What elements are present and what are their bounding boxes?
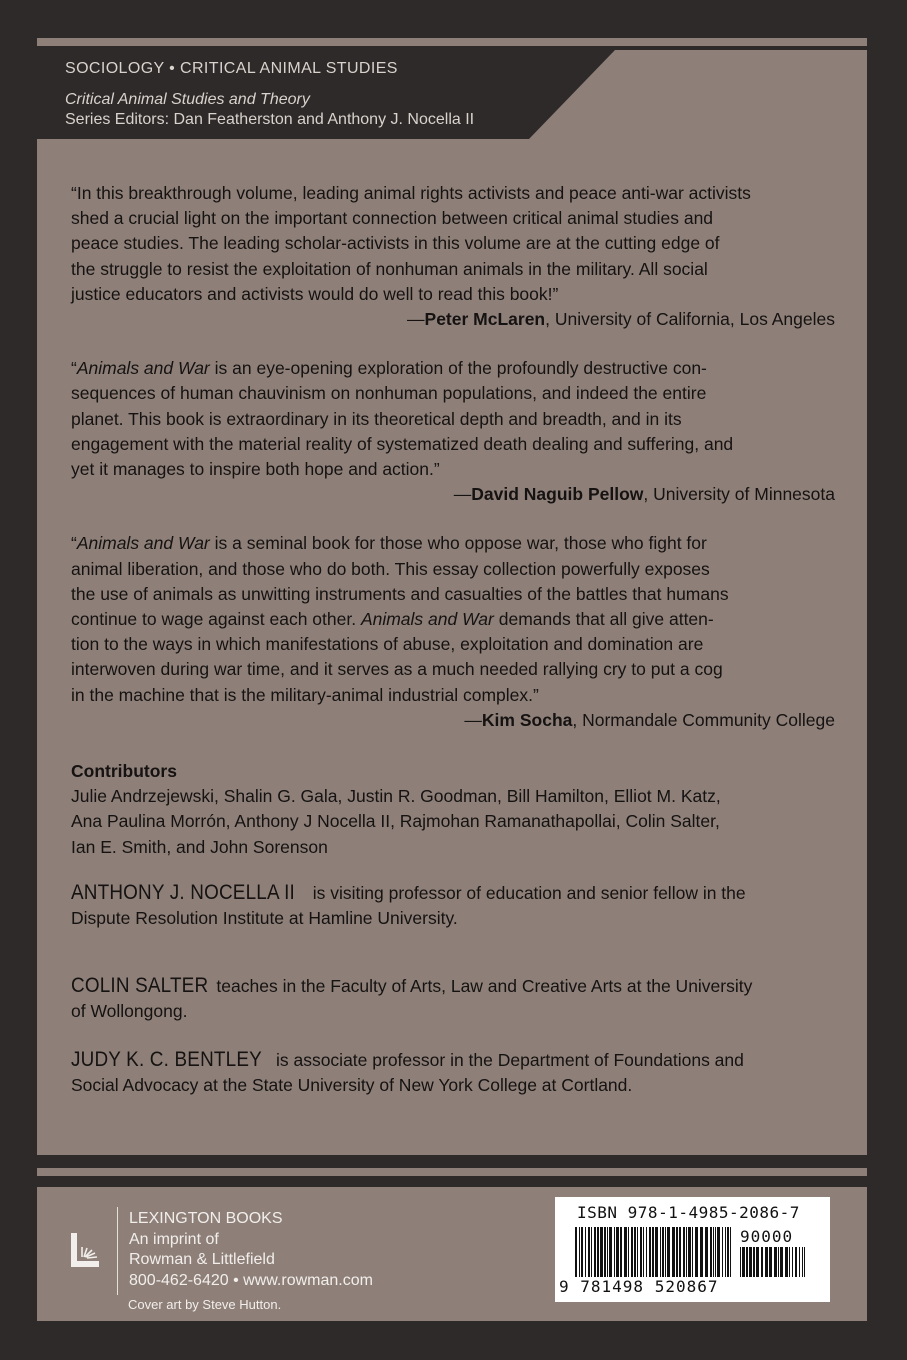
barcode-bar [692, 1227, 693, 1277]
quote-line: planet. This book is extraordinary in its theoretical depth and breadth, and in its [71, 408, 682, 429]
barcode-bar [581, 1227, 583, 1277]
barcode-bar [683, 1227, 685, 1277]
barcode-bar [804, 1247, 805, 1277]
barcode-bar [637, 1227, 638, 1277]
bio-salter [71, 973, 835, 1024]
barcode-bar [700, 1227, 703, 1277]
bio-text: is visiting professor of education and senior fellow in the [307, 882, 746, 903]
quote-line: is an eye-opening exploration of the profoundly destructive con- [209, 358, 707, 379]
quote-socha [71, 531, 835, 707]
open-quote: “ [71, 533, 77, 554]
cover-art-credit: Cover art by Steve Hutton. [128, 1297, 282, 1312]
imprint-line: An imprint of [129, 1230, 219, 1248]
barcode-bar [660, 1227, 661, 1277]
quote-line: peace studies. The leading scholar-activists in this volume are at the cutting edge of [71, 233, 720, 254]
series-header [37, 50, 867, 139]
barcode-bar [616, 1227, 619, 1277]
quote-mclaren [71, 181, 835, 307]
series-editors: Series Editors: Dan Featherston and Anthony J. Nocella II [65, 111, 475, 128]
barcode-bar [761, 1247, 763, 1277]
barcode-bar [652, 1227, 654, 1277]
quote-line: in the machine that is the military-animal industrial complex.” [71, 684, 539, 705]
barcode-bar [597, 1227, 599, 1277]
barcode-bar [727, 1227, 729, 1277]
barcode-bar [778, 1247, 779, 1277]
bio-text: teaches in the Faculty of Arts, Law and Creative Arts at the University [211, 976, 753, 997]
barcode-bar [746, 1247, 748, 1277]
dash: — [453, 484, 472, 505]
quote-line: yet it manages to inspire both hope and action.” [71, 459, 440, 480]
quote-line: the use of animals as unwitting instruments and casualties of the battles that humans [71, 583, 729, 604]
barcode-bar [780, 1247, 783, 1277]
isbn-number: ISBN 978-1-4985-2086-7 [577, 1203, 800, 1222]
barcode-bar [588, 1227, 590, 1277]
barcode-bar [662, 1227, 664, 1277]
footer-panel [37, 1187, 867, 1321]
barcode-bar [655, 1227, 658, 1277]
contributors-line: Ana Paulina Morrón, Anthony J Nocella II, Rajmohan Ramanathapollai, Colin Salter, [71, 811, 720, 832]
barcode-bar [749, 1247, 752, 1277]
barcode-bar [585, 1227, 586, 1277]
barcode-bar [713, 1227, 714, 1277]
barcode-bar [609, 1227, 612, 1277]
barcode-bar [607, 1227, 608, 1277]
barcode-bar [688, 1227, 691, 1277]
barcode-bar [740, 1247, 741, 1277]
barcode-bar [705, 1227, 708, 1277]
contributors-list [71, 784, 835, 860]
category-label: SOCIOLOGY • CRITICAL ANIMAL STUDIES [65, 60, 398, 77]
barcode-bar [631, 1227, 633, 1277]
author-name: ANTHONY J. NOCELLA II [71, 880, 296, 904]
isbn-barcode [555, 1197, 830, 1302]
quote-line: “In this breakthrough volume, leading animal rights activists and peace anti-war activists [71, 183, 751, 203]
barcode-bar [695, 1227, 698, 1277]
book-title: Animals and War [76, 358, 210, 379]
publisher-contact: 800-462-6420 • www.rowman.com [129, 1271, 373, 1289]
quote-line: animal liberation, and those who do both. This essay collection powerfully exposes [71, 558, 710, 579]
barcode-bar [792, 1247, 793, 1277]
price-code: 90000 [740, 1227, 794, 1246]
barcode-bar [672, 1227, 675, 1277]
series-title: Critical Animal Studies and Theory [65, 91, 310, 108]
barcode-bar [594, 1227, 596, 1277]
bio-text: Social Advocacy at the State University of New York College at Cortland. [71, 1074, 633, 1095]
barcode-bar [795, 1247, 797, 1277]
barcode-bar [665, 1227, 666, 1277]
endorser-name: David Naguib Pellow [471, 484, 644, 505]
barcode-bar [640, 1227, 642, 1277]
quote-line: shed a crucial light on the important connection between critical animal studies and [71, 208, 714, 229]
author-name: JUDY K. C. BENTLEY [71, 1047, 262, 1071]
quote-line: engagement with the material reality of systematized death dealing and suffering, and [71, 433, 734, 454]
barcode-bar [686, 1227, 687, 1277]
attribution-pellow [71, 482, 835, 507]
quote-line: is a seminal book for those who oppose war, those who fight for [209, 533, 707, 554]
barcode-bar [624, 1227, 627, 1277]
barcode-bar [742, 1247, 745, 1277]
quote-line: the struggle to resist the exploitation of nonhuman animals in the military. All social [71, 258, 708, 279]
barcode-bar [614, 1227, 615, 1277]
barcode-bar [765, 1247, 768, 1277]
contributors-heading: Contributors [71, 761, 177, 782]
quote-line: sequences of human chauvinism on nonhuman populations, and indeed the entire [71, 383, 707, 404]
endorser-affiliation: , University of California, Los Angeles [545, 309, 835, 330]
barcode-bar [679, 1227, 681, 1277]
barcode-bar [789, 1247, 790, 1277]
quote-line: interwoven during war time, and it serves as a much needed rallying cry to put a cog [71, 659, 723, 680]
quote-line: continue to wage against each other. [71, 609, 361, 630]
endorser-name: Peter McLaren [424, 309, 546, 330]
dash: — [407, 309, 425, 330]
attribution-mclaren [71, 307, 835, 332]
bio-nocella [71, 880, 835, 931]
barcode-bars-icon [575, 1227, 733, 1277]
barcode-bar [620, 1227, 622, 1277]
book-title: Animals and War [360, 609, 494, 630]
endorser-affiliation: , University of Minnesota [643, 484, 835, 505]
attribution-socha [71, 708, 835, 733]
barcode-bar [591, 1227, 592, 1277]
bio-bentley [71, 1047, 835, 1098]
contributors-line: Julie Andrzejewski, Shalin G. Gala, Justin R. Goodman, Bill Hamilton, Elliot M. Katz, [71, 786, 721, 807]
endorser-name: Kim Socha [481, 709, 573, 730]
bio-text: Dispute Resolution Institute at Hamline University. [71, 908, 458, 929]
barcode-bar [676, 1227, 678, 1277]
barcode-bar [710, 1227, 712, 1277]
barcode-bar [575, 1227, 577, 1277]
quote-line: tion to the ways in which manifestations of abuse, exploitation and domination are [71, 634, 704, 655]
barcode-bar [774, 1247, 777, 1277]
barcode-bar [717, 1227, 720, 1277]
quote-pellow [71, 356, 835, 482]
imprint-parent: Rowman & Littlefield [129, 1251, 275, 1268]
barcode-bar [643, 1227, 644, 1277]
barcode-bar [725, 1227, 726, 1277]
quote-line: justice educators and activists would do well to read this book!” [71, 283, 559, 304]
barcode-bar [769, 1247, 772, 1277]
barcode-bar [722, 1227, 723, 1277]
bottom-rule [37, 1168, 867, 1176]
barcode-bar [802, 1247, 803, 1277]
bio-text: of Wollongong. [71, 1001, 188, 1022]
open-quote: “ [71, 358, 77, 379]
barcode-bar [730, 1227, 731, 1277]
barcode-digits: 9 781498 520867 [559, 1277, 719, 1296]
barcode-bar [799, 1247, 800, 1277]
barcode-bar [756, 1247, 759, 1277]
barcode-bar [649, 1227, 651, 1277]
barcode-bar [646, 1227, 647, 1277]
barcode-bar [667, 1227, 670, 1277]
quote-line: demands that all give atten- [493, 609, 714, 630]
barcode-bar [753, 1247, 755, 1277]
lexington-logo-icon [69, 1229, 105, 1269]
barcode-bar [785, 1247, 788, 1277]
barcode-bar [628, 1227, 629, 1277]
main-panel [37, 139, 867, 1155]
barcode-bar [634, 1227, 636, 1277]
barcode-bar [600, 1227, 603, 1277]
logo-divider [117, 1207, 118, 1295]
dash: — [464, 709, 482, 730]
publisher-name: LEXINGTON BOOKS [129, 1210, 283, 1227]
author-name: COLIN SALTER [71, 974, 209, 998]
publisher-info [129, 1209, 373, 1291]
price-barcode-bars-icon [740, 1247, 808, 1277]
top-rule [37, 38, 867, 46]
bio-text: is associate professor in the Department of Foundations and [271, 1049, 744, 1070]
endorser-affiliation: , Normandale Community College [572, 709, 835, 730]
barcode-bar [715, 1227, 716, 1277]
contributors-line: Ian E. Smith, and John Sorenson [71, 836, 328, 857]
book-title: Animals and War [76, 533, 210, 554]
barcode-bar [604, 1227, 606, 1277]
barcode-bar [579, 1227, 580, 1277]
